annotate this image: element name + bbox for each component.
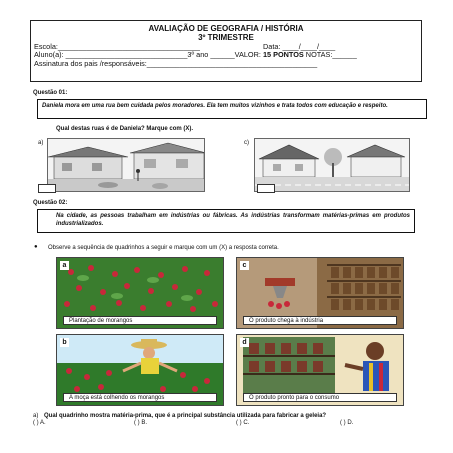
value-text: 15 PONTOS xyxy=(262,50,304,59)
panel-d-letter: d xyxy=(240,338,249,347)
panel-a-caption: Plantação de morangos xyxy=(63,316,217,325)
q2-instruction: Observe a sequência de quadrinhos a seguir e marque com um (X) a resposta correta. xyxy=(48,245,279,251)
choice-c[interactable]: ( ) C. xyxy=(236,420,250,426)
street-c-image xyxy=(254,138,410,192)
date-field: Data: ____/____/____ xyxy=(263,42,336,51)
panel-a-letter: a xyxy=(60,261,69,270)
panel-d-caption: O produto pronto para o consumo xyxy=(243,393,397,402)
street-a-image xyxy=(47,138,205,192)
q1-label: Questão 01: xyxy=(33,90,68,96)
exam-subtitle: 3º TRIMESTRE xyxy=(198,33,254,42)
option-a-label: a) xyxy=(38,140,44,146)
bullet-icon: ● xyxy=(34,244,38,250)
school-field: Escola:___________________________________ xyxy=(34,42,200,51)
checkbox-c[interactable] xyxy=(257,184,275,193)
sub-a-label: a) xyxy=(33,413,39,419)
student-label: Aluno(a): ______________________________3º ano ______VALOR: xyxy=(34,50,261,59)
panel-c-letter: c xyxy=(240,261,249,270)
panel-b-caption: A moça está colhendo os morangos xyxy=(63,393,217,402)
sub-question-a xyxy=(33,413,326,419)
exam-title: AVALIAÇÃO DE GEOGRAFIA / HISTÓRIA xyxy=(148,24,304,33)
q1-prompt: Qual destas ruas é de Daniela? Marque com (X). xyxy=(56,126,194,132)
sub-a-question: Qual quadrinho mostra matéria-prima, que é a principal substância utilizada para fabricar a geleia? xyxy=(44,413,327,419)
panel-b-letter: b xyxy=(60,338,69,347)
choice-a[interactable]: ( ) A. xyxy=(33,420,46,426)
choice-b[interactable]: ( ) B. xyxy=(134,420,147,426)
comic-panel-a xyxy=(56,257,224,329)
comic-panel-b xyxy=(56,334,224,406)
q2-label: Questão 02: xyxy=(33,200,68,206)
option-c-label: c) xyxy=(244,140,249,146)
street-c-drawing xyxy=(255,139,410,192)
checkbox-a[interactable] xyxy=(38,184,56,193)
choice-d[interactable]: ( ) D. xyxy=(340,420,354,426)
header-box xyxy=(30,20,422,82)
student-field xyxy=(34,51,357,59)
q2-textbox: Na cidade, as pessoas trabalham em indústrias ou fábricas. As indústrias transformam matérias-primas em produtos industrializados. xyxy=(37,209,415,233)
grade-label: NOTAS:______ xyxy=(305,50,357,59)
comic-panel-c xyxy=(236,257,404,329)
panel-c-caption: O produto chega à indústria xyxy=(243,316,397,325)
q1-textbox: Daniela mora em uma rua bem cuidada pelos moradores. Ela tem muitos vizinhos e trata todos com educação e respeito. xyxy=(37,99,427,119)
parents-signature-field: Assinatura dos pais /responsáveis:__________________________________________ xyxy=(34,59,318,68)
street-a-drawing xyxy=(48,139,205,192)
comic-panel-d xyxy=(236,334,404,406)
